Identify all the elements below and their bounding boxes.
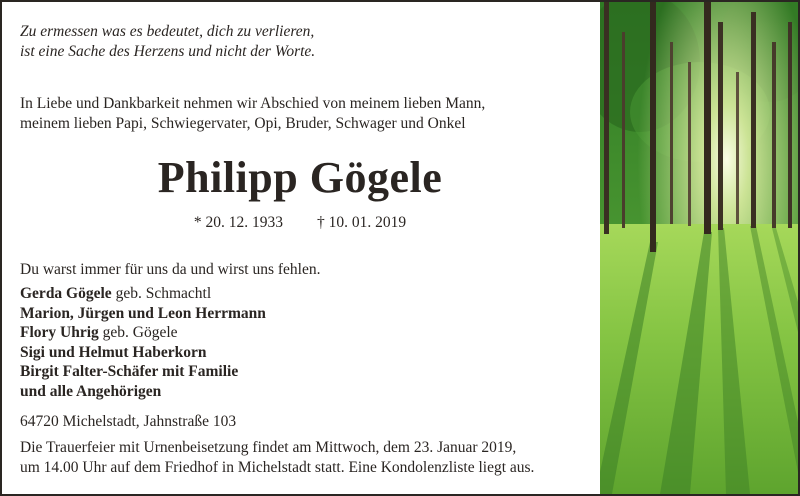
mourners-list [20, 284, 266, 401]
mourner-item [20, 284, 266, 304]
tree-trunk [736, 72, 739, 224]
mourner-name: Marion, Jürgen und Leon Herrmann [20, 304, 266, 322]
quote-line-2: ist eine Sache des Herzens und nicht der Worte. [20, 43, 316, 60]
death-date: † 10. 01. 2019 [317, 214, 407, 231]
tree-trunk [622, 32, 625, 228]
tree-trunk [688, 62, 691, 226]
mourner-name: Flory Uhrig [20, 324, 99, 341]
tree-trunk [751, 12, 756, 228]
deceased-name: Philipp Gögele [157, 153, 443, 202]
mourner-note: geb. Schmachtl [111, 285, 212, 302]
intro-line-2: meinem lieben Papi, Schwiegervater, Opi, Bruder, Schwager und Onkel [20, 115, 466, 132]
tree-trunk [670, 42, 673, 224]
mourner-name: Gerda Gögele [20, 285, 112, 302]
funeral-info-line-1: Die Trauerfeier mit Urnenbeisetzung findet am Mittwoch, dem 23. Januar 2019, [20, 439, 517, 456]
memorial-quote [20, 22, 315, 62]
forest-photo [600, 2, 798, 494]
mourner-item [20, 343, 266, 363]
quote-line-1: Zu ermessen was es bedeutet, dich zu verlieren, [20, 23, 315, 40]
tree-trunk [704, 2, 711, 234]
mourner-name: und alle Angehörigen [20, 382, 162, 400]
family-address: 64720 Michelstadt, Jahnstraße 103 [20, 413, 237, 430]
tree-trunk [604, 2, 609, 234]
mourner-name: Sigi und Helmut Haberkorn [20, 343, 207, 361]
intro-line-1: In Liebe und Dankbarkeit nehmen wir Abschied von meinem lieben Mann, [20, 95, 486, 112]
mourner-item [20, 304, 266, 324]
birth-date: * 20. 12. 1933 [193, 214, 283, 231]
mourner-item [20, 382, 266, 402]
intro-text [20, 94, 485, 134]
mourner-note: geb. Gögele [98, 324, 178, 341]
text-column [20, 2, 598, 494]
tree-trunk [788, 22, 792, 228]
tree-trunk [718, 22, 723, 230]
mourner-item [20, 362, 266, 382]
mourner-item [20, 323, 266, 343]
tree-trunk [772, 42, 776, 228]
funeral-info-line-2: um 14.00 Uhr auf dem Friedhof in Michelstadt statt. Eine Kondolenzliste liegt aus. [20, 459, 535, 476]
tree-trunk [650, 2, 656, 252]
farewell-line: Du warst immer für uns da und wirst uns fehlen. [20, 261, 321, 278]
mourner-name: Birgit Falter-Schäfer mit Familie [20, 363, 239, 380]
life-dates [20, 214, 580, 232]
forest-illustration [600, 2, 798, 494]
funeral-info [20, 438, 534, 478]
